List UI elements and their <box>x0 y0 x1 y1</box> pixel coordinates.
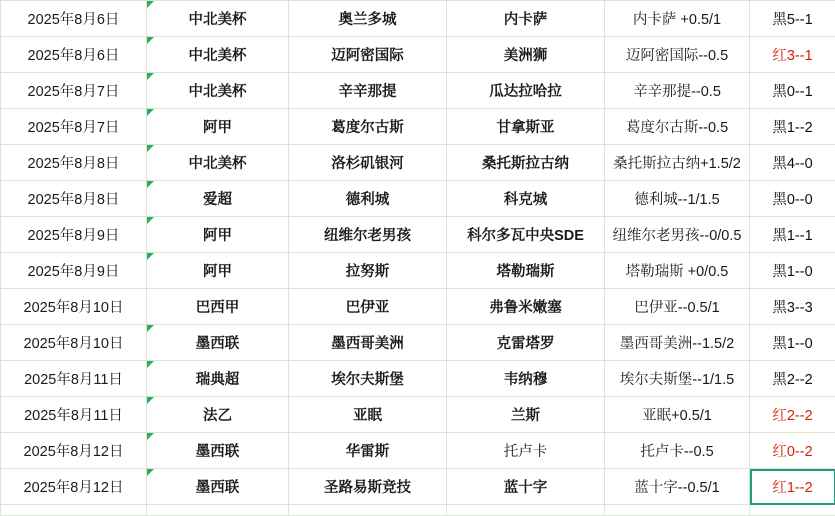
cell-home-team[interactable]: 奥兰多城 <box>289 1 447 37</box>
table-row[interactable] <box>1 361 835 397</box>
cell-home-team[interactable]: 拉努斯 <box>289 253 447 289</box>
table-body <box>1 1 835 516</box>
table-row[interactable] <box>1 37 835 73</box>
cell-league[interactable]: 巴西甲 <box>147 289 289 325</box>
cell-home-team[interactable]: 洛杉矶银河 <box>289 145 447 181</box>
cell-result[interactable]: 黑0--1 <box>750 73 835 109</box>
cell-date[interactable]: 2025年8月12日 <box>1 433 147 469</box>
cell-away-team[interactable]: 科克城 <box>447 181 605 217</box>
cell-league[interactable]: 阿甲 <box>147 217 289 253</box>
cell-handicap[interactable]: 托卢卡--0.5 <box>605 433 750 469</box>
cell-away-team[interactable]: 托卢卡 <box>447 433 605 469</box>
cell-date[interactable]: 2025年8月11日 <box>1 361 147 397</box>
cell-result[interactable]: 黑1--0 <box>750 253 835 289</box>
cell-result[interactable] <box>750 505 835 516</box>
cell-date[interactable]: 2025年8月10日 <box>1 289 147 325</box>
cell-league[interactable]: 墨西联 <box>147 325 289 361</box>
cell-result[interactable]: 红2--2 <box>750 397 835 433</box>
cell-result[interactable]: 黑3--3 <box>750 289 835 325</box>
cell-result[interactable]: 黑4--0 <box>750 145 835 181</box>
table-row[interactable] <box>1 289 835 325</box>
cell-result[interactable]: 黑0--0 <box>750 181 835 217</box>
cell-home-team[interactable]: 圣路易斯竞技 <box>289 469 447 505</box>
cell-league[interactable]: 瑞典超 <box>147 361 289 397</box>
cell-handicap[interactable]: 塔勒瑞斯 +0/0.5 <box>605 253 750 289</box>
cell-handicap[interactable] <box>605 505 750 516</box>
cell-handicap[interactable]: 迈阿密国际--0.5 <box>605 37 750 73</box>
cell-away-team[interactable]: 美洲狮 <box>447 37 605 73</box>
cell-result[interactable]: 黑1--0 <box>750 325 835 361</box>
table-row[interactable] <box>1 73 835 109</box>
cell-away-team[interactable]: 克雷塔罗 <box>447 325 605 361</box>
cell-date[interactable]: 2025年8月10日 <box>1 325 147 361</box>
cell-league[interactable]: 墨西联 <box>147 433 289 469</box>
cell-league[interactable]: 阿甲 <box>147 109 289 145</box>
cell-away-team[interactable]: 弗鲁米嫩塞 <box>447 289 605 325</box>
cell-league[interactable]: 爱超 <box>147 181 289 217</box>
cell-date[interactable]: 2025年8月8日 <box>1 181 147 217</box>
table-row[interactable] <box>1 469 835 505</box>
cell-handicap[interactable]: 辛辛那提--0.5 <box>605 73 750 109</box>
cell-home-team[interactable]: 墨西哥美洲 <box>289 325 447 361</box>
cell-home-team[interactable]: 亚眠 <box>289 397 447 433</box>
cell-away-team[interactable]: 塔勒瑞斯 <box>447 253 605 289</box>
table-row[interactable] <box>1 325 835 361</box>
table-row[interactable] <box>1 397 835 433</box>
cell-date[interactable]: 2025年8月9日 <box>1 217 147 253</box>
cell-handicap[interactable]: 葛度尔古斯--0.5 <box>605 109 750 145</box>
cell-date[interactable]: 2025年8月7日 <box>1 109 147 145</box>
cell-away-team[interactable]: 兰斯 <box>447 397 605 433</box>
cell-handicap[interactable]: 埃尔夫斯堡--1/1.5 <box>605 361 750 397</box>
cell-away-team[interactable]: 蓝十字 <box>447 469 605 505</box>
table-row[interactable] <box>1 181 835 217</box>
cell-result[interactable]: 红3--1 <box>750 37 835 73</box>
cell-handicap[interactable]: 桑托斯拉古纳+1.5/2 <box>605 145 750 181</box>
cell-home-team[interactable]: 埃尔夫斯堡 <box>289 361 447 397</box>
cell-away-team[interactable]: 科尔多瓦中央SDE <box>447 217 605 253</box>
cell-away-team[interactable]: 内卡萨 <box>447 1 605 37</box>
cell-league[interactable] <box>147 505 289 516</box>
cell-handicap[interactable]: 德利城--1/1.5 <box>605 181 750 217</box>
cell-handicap[interactable]: 纽维尔老男孩--0/0.5 <box>605 217 750 253</box>
cell-date[interactable]: 2025年8月9日 <box>1 253 147 289</box>
cell-home-team[interactable]: 巴伊亚 <box>289 289 447 325</box>
cell-away-team[interactable]: 韦纳穆 <box>447 361 605 397</box>
cell-away-team[interactable]: 甘拿斯亚 <box>447 109 605 145</box>
cell-home-team[interactable]: 辛辛那提 <box>289 73 447 109</box>
cell-home-team[interactable]: 华雷斯 <box>289 433 447 469</box>
cell-date[interactable]: 2025年8月7日 <box>1 73 147 109</box>
cell-league[interactable]: 中北美杯 <box>147 73 289 109</box>
cell-result[interactable]: 黑1--1 <box>750 217 835 253</box>
cell-away-team[interactable]: 桑托斯拉古纳 <box>447 145 605 181</box>
cell-away-team[interactable] <box>447 505 605 516</box>
cell-home-team[interactable]: 迈阿密国际 <box>289 37 447 73</box>
cell-date[interactable]: 2025年8月8日 <box>1 145 147 181</box>
cell-handicap[interactable]: 内卡萨 +0.5/1 <box>605 1 750 37</box>
cell-home-team[interactable] <box>289 505 447 516</box>
cell-home-team[interactable]: 德利城 <box>289 181 447 217</box>
cell-league[interactable]: 阿甲 <box>147 253 289 289</box>
cell-handicap[interactable]: 蓝十字--0.5/1 <box>605 469 750 505</box>
cell-date[interactable]: 2025年8月6日 <box>1 37 147 73</box>
cell-home-team[interactable]: 纽维尔老男孩 <box>289 217 447 253</box>
cell-result[interactable]: 红0--2 <box>750 433 835 469</box>
cell-date[interactable]: 2025年8月12日 <box>1 469 147 505</box>
table-row[interactable] <box>1 109 835 145</box>
cell-league[interactable]: 中北美杯 <box>147 1 289 37</box>
cell-date[interactable]: 2025年8月11日 <box>1 397 147 433</box>
table-row[interactable] <box>1 505 835 516</box>
cell-result[interactable]: 红1--2 <box>750 469 835 505</box>
cell-league[interactable]: 墨西联 <box>147 469 289 505</box>
cell-league[interactable]: 中北美杯 <box>147 37 289 73</box>
table-row[interactable] <box>1 145 835 181</box>
table-row[interactable] <box>1 433 835 469</box>
cell-date[interactable]: 2025年8月6日 <box>1 1 147 37</box>
cell-league[interactable]: 法乙 <box>147 397 289 433</box>
cell-handicap[interactable]: 巴伊亚--0.5/1 <box>605 289 750 325</box>
table-row[interactable] <box>1 1 835 37</box>
cell-handicap[interactable]: 亚眠+0.5/1 <box>605 397 750 433</box>
cell-result[interactable]: 黑1--2 <box>750 109 835 145</box>
cell-away-team[interactable]: 瓜达拉哈拉 <box>447 73 605 109</box>
cell-handicap[interactable]: 墨西哥美洲--1.5/2 <box>605 325 750 361</box>
table-row[interactable] <box>1 253 835 289</box>
cell-date[interactable] <box>1 505 147 516</box>
cell-home-team[interactable]: 葛度尔古斯 <box>289 109 447 145</box>
cell-league[interactable]: 中北美杯 <box>147 145 289 181</box>
cell-result[interactable]: 黑5--1 <box>750 1 835 37</box>
cell-result[interactable]: 黑2--2 <box>750 361 835 397</box>
table-row[interactable] <box>1 217 835 253</box>
